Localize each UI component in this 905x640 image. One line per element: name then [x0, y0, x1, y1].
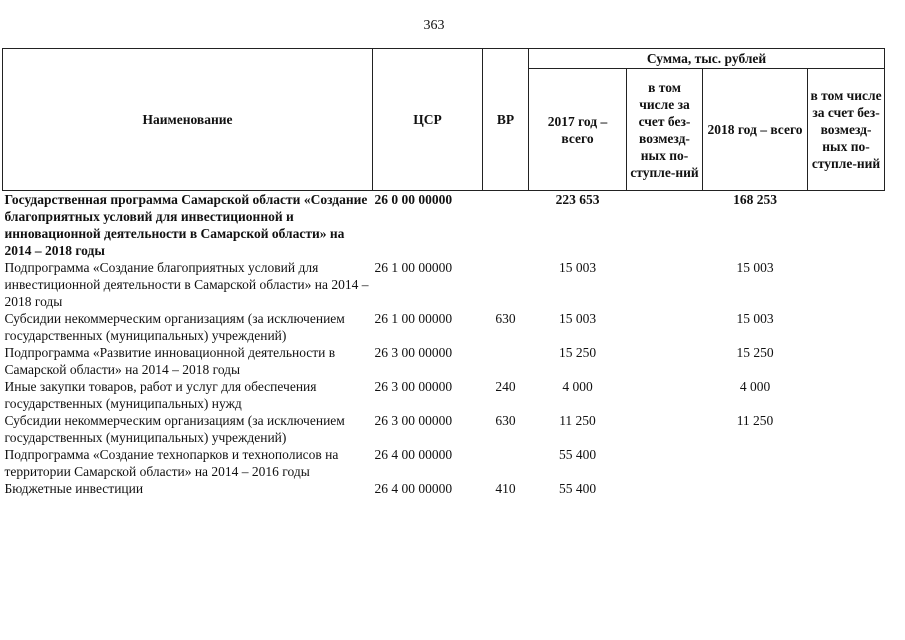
row-2018-free [808, 191, 885, 260]
row-2017-free [627, 412, 703, 446]
row-vr: 240 [495, 379, 516, 394]
row-2017-free [627, 310, 703, 344]
row-2018-total: 11 250 [736, 413, 774, 428]
row-2017-free [627, 446, 703, 480]
row-csr: 26 3 00 00000 [374, 379, 453, 394]
row-2017-free [627, 378, 703, 412]
row-2017-total: 11 250 [559, 413, 596, 428]
header-vr: ВР [483, 49, 529, 191]
row-2017-free [627, 259, 703, 310]
row-vr [483, 344, 529, 378]
row-csr: 26 3 00 00000 [374, 413, 453, 428]
row-2018-free [808, 480, 885, 497]
table-row [3, 480, 885, 497]
row-2017-total: 15 003 [558, 260, 597, 275]
row-vr [483, 259, 529, 310]
row-2017-total: 55 400 [558, 481, 597, 496]
row-2018-free [808, 446, 885, 480]
row-vr: 410 [495, 481, 516, 496]
row-name: Бюджетные инвестиции [4, 481, 144, 496]
header-sum-group: Сумма, тыс. рублей [529, 49, 885, 69]
row-vr [483, 446, 529, 480]
row-2018-total [703, 446, 808, 480]
row-csr: 26 1 00 00000 [374, 311, 453, 326]
table-header [3, 49, 885, 191]
row-2017-total: 55 400 [558, 447, 597, 462]
row-2017-total: 4 000 [562, 379, 593, 394]
table-row [3, 259, 885, 310]
row-2017-total: 15 003 [558, 311, 597, 326]
row-csr: 26 0 00 00000 [374, 192, 453, 207]
row-csr: 26 3 00 00000 [374, 345, 453, 360]
table-row [3, 446, 885, 480]
row-2018-total: 15 250 [736, 345, 774, 360]
row-name: Государственная программа Самарской области «Создание благоприятных условий для инвестиционной и инновационной деятельности в Самарской области» на 2014 – 2018 годы [4, 192, 368, 258]
row-2017-total: 223 653 [555, 192, 600, 207]
row-2018-free [808, 412, 885, 446]
row-name: Подпрограмма «Создание технопарков и технополисов на территории Самарской области» на 2014 – 2016 годы [4, 447, 339, 479]
row-2018-total: 4 000 [739, 379, 771, 394]
table-row [3, 412, 885, 446]
table-body [3, 191, 885, 498]
header-2017-free: в том числе за счет без-возмезд-ных по-ступле-ний [627, 69, 703, 191]
row-2017-free [627, 191, 703, 260]
row-2018-free [808, 344, 885, 378]
table-row [3, 191, 885, 260]
header-csr: ЦСР [373, 49, 483, 191]
page-number: 363 [423, 18, 445, 33]
row-2017-free [627, 480, 703, 497]
row-2018-free [808, 259, 885, 310]
row-2018-total: 15 003 [736, 260, 774, 275]
row-2017-total: 15 250 [558, 345, 597, 360]
row-name: Субсидии некоммерческим организациям (за исключением государственных (муниципальных) учреждений) [4, 311, 345, 343]
row-csr: 26 4 00 00000 [374, 447, 453, 462]
table-row [3, 310, 885, 344]
row-name: Субсидии некоммерческим организациям (за исключением государственных (муниципальных) учреждений) [4, 413, 345, 445]
row-vr [483, 191, 529, 260]
row-2018-free [808, 378, 885, 412]
row-2017-free [627, 344, 703, 378]
row-vr: 630 [495, 311, 516, 326]
row-name: Подпрограмма «Развитие инновационной деятельности в Самарской области» на 2014 – 2018 годы [4, 345, 336, 377]
row-name: Иные закупки товаров, работ и услуг для обеспечения государственных (муниципальных) нужд [4, 379, 317, 411]
header-2017-total: 2017 год – всего [529, 69, 627, 191]
row-2018-free [808, 310, 885, 344]
table-row [3, 344, 885, 378]
header-2018-total: 2018 год – всего [703, 69, 808, 191]
table-row [3, 378, 885, 412]
row-csr: 26 4 00 00000 [374, 481, 453, 496]
budget-table [2, 48, 885, 497]
header-name: Наименование [3, 49, 373, 191]
row-csr: 26 1 00 00000 [374, 260, 453, 275]
row-vr: 630 [495, 413, 516, 428]
header-2018-free: в том числе за счет без-возмезд-ных по-ступле-ний [808, 69, 885, 191]
row-2018-total [703, 480, 808, 497]
row-2018-total: 15 003 [736, 311, 774, 326]
row-name: Подпрограмма «Создание благоприятных условий для инвестиционной деятельности в Самарской области» на 2014 – 2018 годы [4, 260, 369, 309]
row-2018-total: 168 253 [733, 192, 777, 207]
